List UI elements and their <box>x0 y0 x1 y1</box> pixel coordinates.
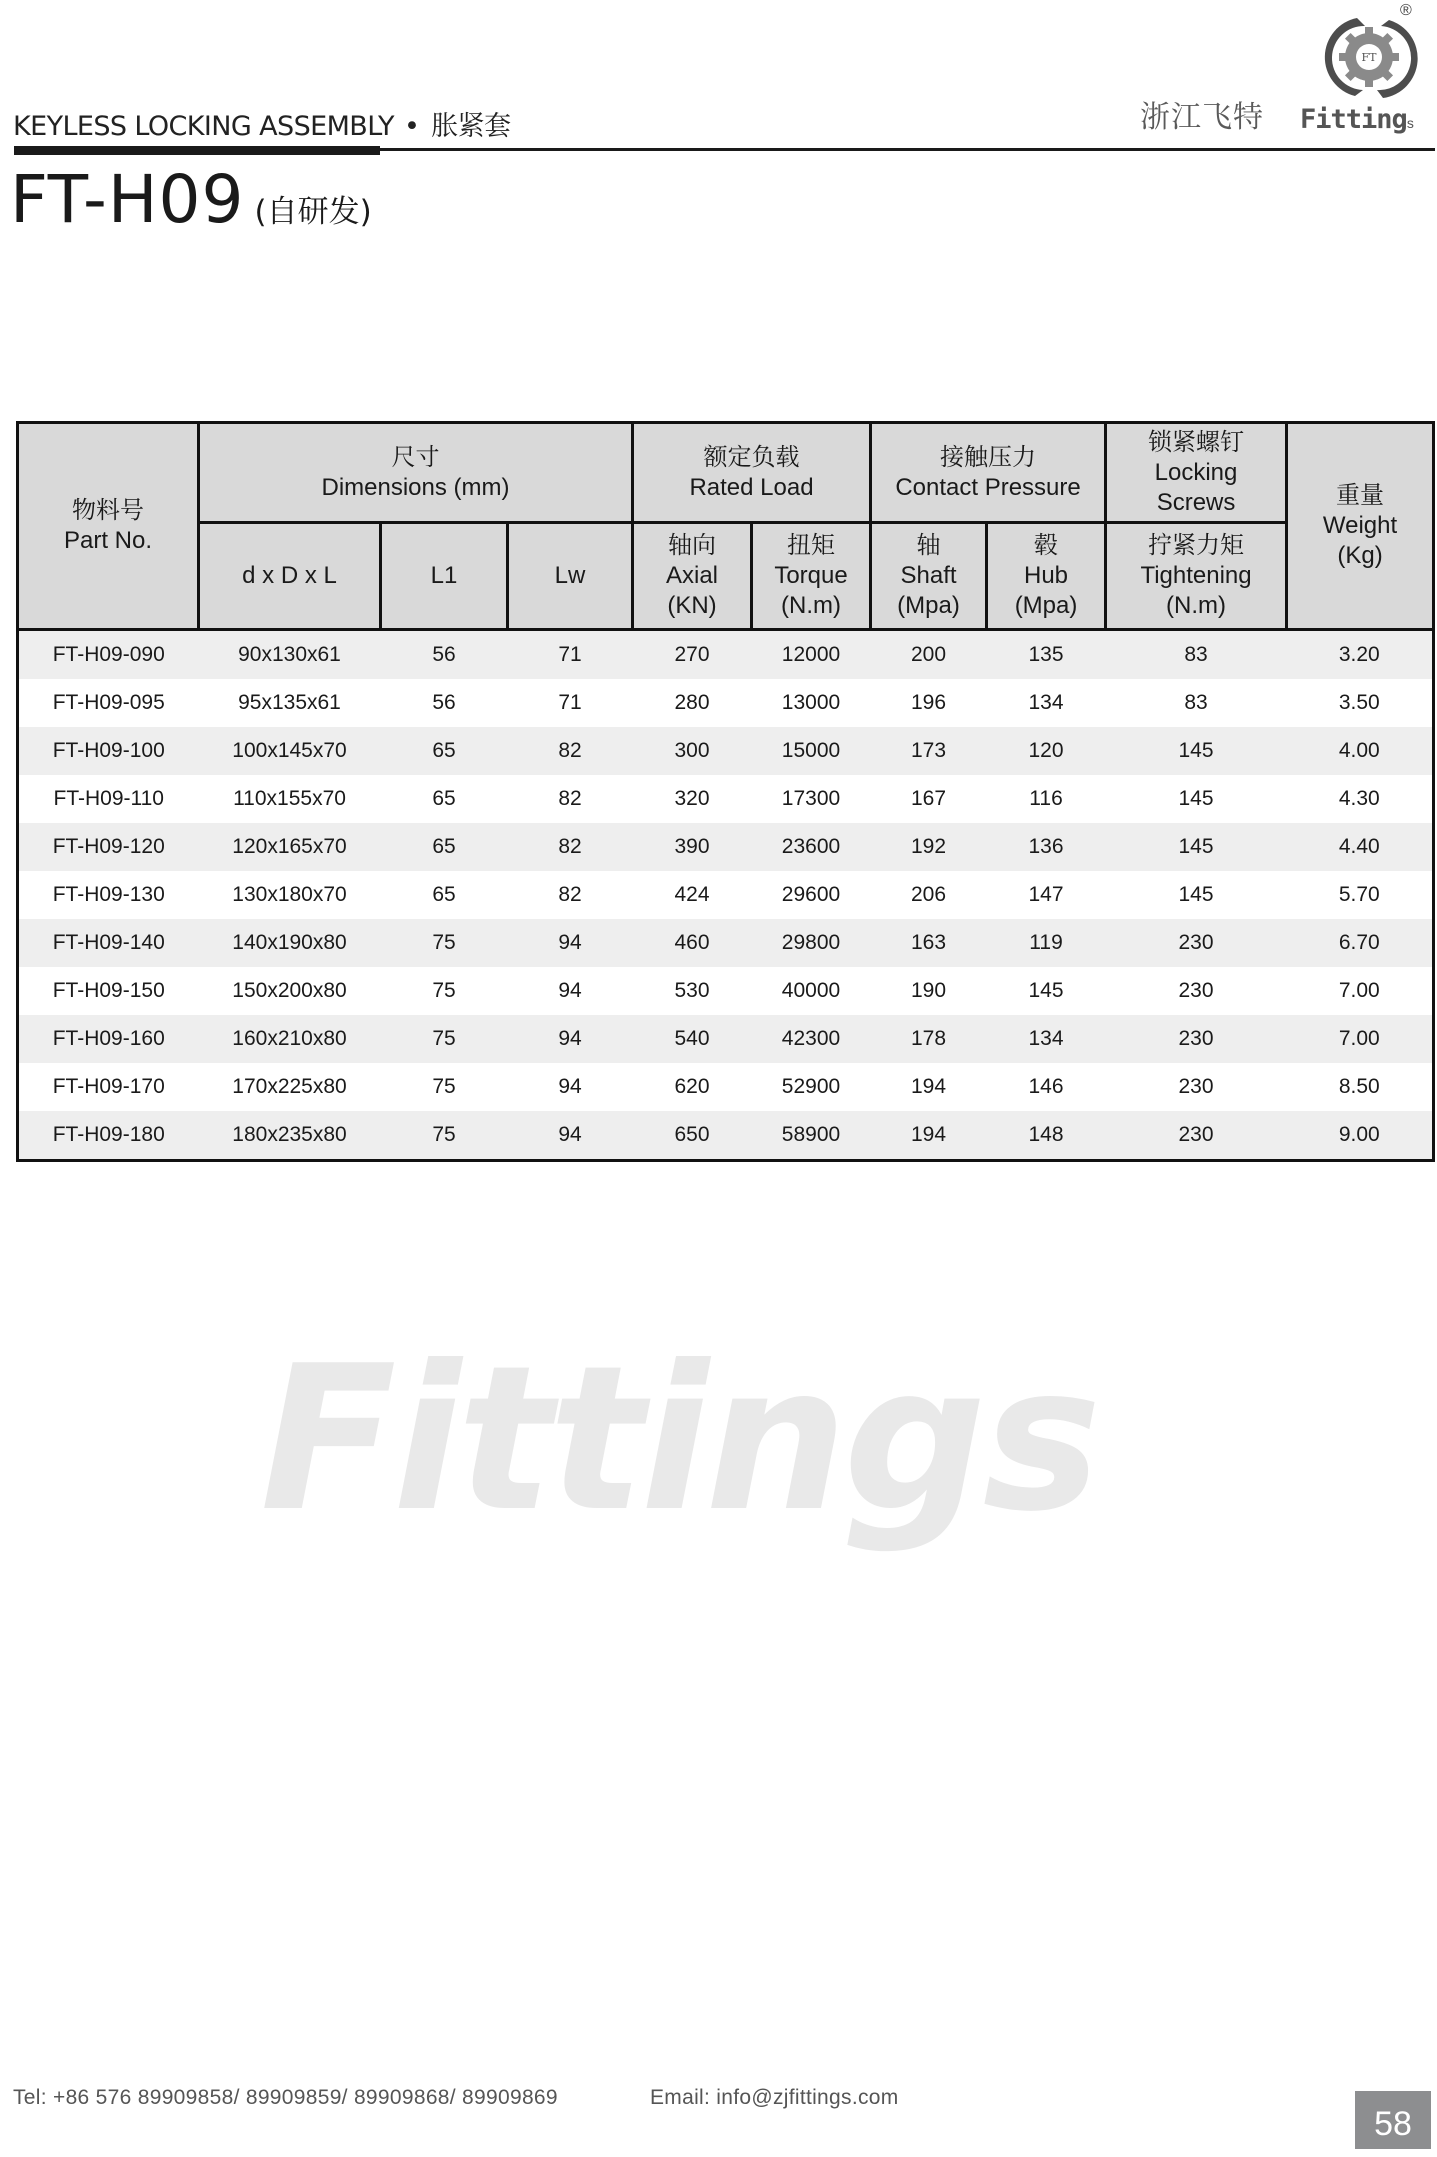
cell-lw: 94 <box>508 919 633 967</box>
cell-tightening-torque: 83 <box>1106 630 1287 680</box>
header-weight-cn: 重量 <box>1336 482 1385 509</box>
cell-weight: 9.00 <box>1287 1111 1434 1161</box>
cell-axial-load: 270 <box>633 630 752 680</box>
cell-l1: 75 <box>381 919 508 967</box>
cell-dimensions: 95x135x61 <box>199 679 381 727</box>
cell-axial-load: 424 <box>633 871 752 919</box>
header-tightening-en: Tightening <box>1140 562 1252 589</box>
header-locking-screws <box>1106 423 1287 523</box>
header-torque-cn: 扭矩 <box>787 532 835 559</box>
cell-hub-pressure: 136 <box>987 823 1106 871</box>
cell-hub-pressure: 134 <box>987 1015 1106 1063</box>
header-locking-screws-en1: Locking <box>1154 458 1238 486</box>
cell-axial-load: 280 <box>633 679 752 727</box>
header-lw: Lw <box>508 523 633 630</box>
header-axial-unit: (KN) <box>667 592 717 619</box>
cell-dimensions: 90x130x61 <box>199 630 381 680</box>
company-name-cn: 浙江飞特 <box>1140 101 1264 134</box>
table-row <box>18 727 1434 775</box>
header-part-no-en: Part No. <box>63 527 153 554</box>
table-row <box>18 1015 1434 1063</box>
header-contact-pressure-en: Contact Pressure <box>895 473 1081 501</box>
cell-l1: 75 <box>381 1015 508 1063</box>
table-row <box>18 1063 1434 1111</box>
cell-l1: 56 <box>381 630 508 680</box>
header-rule-thick <box>14 146 380 155</box>
cell-tightening-torque: 145 <box>1106 871 1287 919</box>
header-torque <box>752 523 871 630</box>
cell-l1: 75 <box>381 967 508 1015</box>
gear-swirl-logo-icon <box>1305 4 1437 104</box>
cell-weight: 4.00 <box>1287 727 1434 775</box>
header-dxdxl: d x D x L <box>199 523 381 630</box>
header-shaft-en: Shaft <box>900 562 957 589</box>
table-row <box>18 919 1434 967</box>
cell-part-no: FT-H09-180 <box>18 1111 199 1161</box>
logo-badge-text: FT <box>1361 51 1377 64</box>
spec-table-body <box>18 630 1434 1161</box>
cell-torque: 12000 <box>752 630 871 680</box>
cell-shaft-pressure: 194 <box>871 1063 987 1111</box>
table-row <box>18 823 1434 871</box>
header-axial <box>633 523 752 630</box>
header-rated-load-cn: 额定负载 <box>703 443 800 471</box>
cell-shaft-pressure: 194 <box>871 1111 987 1161</box>
cell-l1: 56 <box>381 679 508 727</box>
cell-tightening-torque: 83 <box>1106 679 1287 727</box>
cell-part-no: FT-H09-120 <box>18 823 199 871</box>
cell-axial-load: 300 <box>633 727 752 775</box>
header-hub-en: Hub <box>1024 562 1069 589</box>
cell-part-no: FT-H09-130 <box>18 871 199 919</box>
cell-dimensions: 100x145x70 <box>199 727 381 775</box>
wordmark-g: g <box>1391 104 1407 135</box>
cell-hub-pressure: 120 <box>987 727 1106 775</box>
cell-axial-load: 460 <box>633 919 752 967</box>
header-part-no-cn: 物料号 <box>72 497 144 524</box>
cell-torque: 52900 <box>752 1063 871 1111</box>
table-row <box>18 775 1434 823</box>
cell-shaft-pressure: 190 <box>871 967 987 1015</box>
header-tightening-cn: 拧紧力矩 <box>1148 532 1245 559</box>
cell-lw: 82 <box>508 871 633 919</box>
cell-torque: 40000 <box>752 967 871 1015</box>
cell-torque: 23600 <box>752 823 871 871</box>
header-dimensions <box>199 423 633 523</box>
cell-shaft-pressure: 206 <box>871 871 987 919</box>
section-title-cn: 胀紧套 <box>431 111 511 142</box>
cell-part-no: FT-H09-170 <box>18 1063 199 1111</box>
spec-table <box>16 421 1435 1162</box>
cell-lw: 82 <box>508 775 633 823</box>
header-locking-screws-en2: Screws <box>1156 488 1236 516</box>
cell-part-no: FT-H09-150 <box>18 967 199 1015</box>
header-shaft-unit: (Mpa) <box>897 592 960 619</box>
cell-lw: 82 <box>508 727 633 775</box>
cell-part-no: FT-H09-110 <box>18 775 199 823</box>
cell-weight: 4.40 <box>1287 823 1434 871</box>
cell-shaft-pressure: 192 <box>871 823 987 871</box>
cell-hub-pressure: 145 <box>987 967 1106 1015</box>
table-row <box>18 679 1434 727</box>
cell-hub-pressure: 116 <box>987 775 1106 823</box>
registered-mark: ® <box>1400 2 1412 19</box>
cell-torque: 58900 <box>752 1111 871 1161</box>
cell-tightening-torque: 230 <box>1106 967 1287 1015</box>
header-weight <box>1287 423 1434 630</box>
cell-torque: 29800 <box>752 919 871 967</box>
cell-tightening-torque: 230 <box>1106 1111 1287 1161</box>
section-label <box>13 104 510 143</box>
cell-lw: 71 <box>508 679 633 727</box>
cell-dimensions: 170x225x80 <box>199 1063 381 1111</box>
header-axial-cn: 轴向 <box>668 532 716 559</box>
cell-tightening-torque: 145 <box>1106 823 1287 871</box>
model-note: (自研发) <box>254 194 372 230</box>
footer-tel: Tel: +86 576 89909858/ 89909859/ 89909868/ 89909869 <box>13 2086 558 2109</box>
cell-lw: 71 <box>508 630 633 680</box>
cell-dimensions: 160x210x80 <box>199 1015 381 1063</box>
cell-weight: 4.30 <box>1287 775 1434 823</box>
header-rated-load-en: Rated Load <box>689 473 814 501</box>
cell-axial-load: 320 <box>633 775 752 823</box>
cell-hub-pressure: 146 <box>987 1063 1106 1111</box>
cell-weight: 3.20 <box>1287 630 1434 680</box>
header-part-no <box>18 423 199 630</box>
header-axial-en: Axial <box>665 562 719 589</box>
header-l1: L1 <box>381 523 508 630</box>
cell-l1: 65 <box>381 871 508 919</box>
cell-torque: 29600 <box>752 871 871 919</box>
cell-part-no: FT-H09-140 <box>18 919 199 967</box>
header-rated-load <box>633 423 871 523</box>
page-title <box>10 160 372 252</box>
cell-part-no: FT-H09-095 <box>18 679 199 727</box>
cell-shaft-pressure: 163 <box>871 919 987 967</box>
cell-weight: 7.00 <box>1287 1015 1434 1063</box>
cell-axial-load: 540 <box>633 1015 752 1063</box>
cell-lw: 94 <box>508 1063 633 1111</box>
cell-shaft-pressure: 178 <box>871 1015 987 1063</box>
cell-dimensions: 140x190x80 <box>199 919 381 967</box>
cell-axial-load: 620 <box>633 1063 752 1111</box>
cell-lw: 94 <box>508 1111 633 1161</box>
cell-dimensions: 120x165x70 <box>199 823 381 871</box>
cell-axial-load: 530 <box>633 967 752 1015</box>
cell-lw: 94 <box>508 967 633 1015</box>
header-contact-pressure <box>871 423 1106 523</box>
header-weight-en: Weight <box>1322 512 1398 539</box>
cell-dimensions: 180x235x80 <box>199 1111 381 1161</box>
header-contact-pressure-cn: 接触压力 <box>940 443 1037 471</box>
wordmark-main: Fittin <box>1300 104 1392 135</box>
header-hub <box>987 523 1106 630</box>
cell-shaft-pressure: 200 <box>871 630 987 680</box>
header-shaft <box>871 523 987 630</box>
cell-hub-pressure: 135 <box>987 630 1106 680</box>
model-name: FT-H09 <box>10 161 245 238</box>
brand-wordmark <box>1300 104 1413 139</box>
cell-hub-pressure: 148 <box>987 1111 1106 1161</box>
cell-l1: 75 <box>381 1111 508 1161</box>
cell-l1: 65 <box>381 823 508 871</box>
table-row <box>18 1111 1434 1161</box>
cell-tightening-torque: 230 <box>1106 1063 1287 1111</box>
header-weight-unit: (Kg) <box>1337 542 1383 569</box>
cell-tightening-torque: 145 <box>1106 727 1287 775</box>
header-dimensions-en: Dimensions (mm) <box>321 473 510 501</box>
cell-lw: 94 <box>508 1015 633 1063</box>
header-hub-cn: 毂 <box>1034 532 1059 559</box>
cell-weight: 8.50 <box>1287 1063 1434 1111</box>
cell-shaft-pressure: 196 <box>871 679 987 727</box>
page-number: 58 <box>1355 2091 1431 2149</box>
cell-weight: 5.70 <box>1287 871 1434 919</box>
spec-table-wrapper <box>16 421 1432 1162</box>
cell-hub-pressure: 147 <box>987 871 1106 919</box>
cell-weight: 6.70 <box>1287 919 1434 967</box>
cell-weight: 3.50 <box>1287 679 1434 727</box>
cell-hub-pressure: 119 <box>987 919 1106 967</box>
table-row <box>18 871 1434 919</box>
table-row <box>18 630 1434 680</box>
header-tightening-unit: (N.m) <box>1166 592 1227 619</box>
cell-shaft-pressure: 173 <box>871 727 987 775</box>
header-hub-unit: (Mpa) <box>1014 592 1078 619</box>
cell-torque: 17300 <box>752 775 871 823</box>
cell-dimensions: 130x180x70 <box>199 871 381 919</box>
table-row <box>18 967 1434 1015</box>
cell-weight: 7.00 <box>1287 967 1434 1015</box>
header-locking-screws-cn: 锁紧螺钉 <box>1148 428 1245 456</box>
cell-torque: 13000 <box>752 679 871 727</box>
cell-l1: 75 <box>381 1063 508 1111</box>
cell-tightening-torque: 230 <box>1106 1015 1287 1063</box>
cell-tightening-torque: 145 <box>1106 775 1287 823</box>
header-tightening <box>1106 523 1287 630</box>
cell-tightening-torque: 230 <box>1106 919 1287 967</box>
cell-dimensions: 150x200x80 <box>199 967 381 1015</box>
watermark: Fittings <box>260 1323 1098 1556</box>
header-dimensions-cn: 尺寸 <box>391 443 440 471</box>
cell-part-no: FT-H09-160 <box>18 1015 199 1063</box>
cell-axial-load: 650 <box>633 1111 752 1161</box>
separator-dot: • <box>403 111 420 142</box>
cell-part-no: FT-H09-090 <box>18 630 199 680</box>
cell-axial-load: 390 <box>633 823 752 871</box>
header-rule-thin <box>380 148 1435 151</box>
cell-torque: 42300 <box>752 1015 871 1063</box>
cell-shaft-pressure: 167 <box>871 775 987 823</box>
header-shaft-cn: 轴 <box>916 532 941 559</box>
footer-email: Email: info@zjfittings.com <box>650 2086 899 2109</box>
section-title-en: KEYLESS LOCKING ASSEMBLY <box>13 111 394 142</box>
cell-hub-pressure: 134 <box>987 679 1106 727</box>
cell-l1: 65 <box>381 775 508 823</box>
cell-l1: 65 <box>381 727 508 775</box>
cell-lw: 82 <box>508 823 633 871</box>
header-torque-unit: (N.m) <box>781 592 841 619</box>
wordmark-s: s <box>1406 115 1413 131</box>
cell-torque: 15000 <box>752 727 871 775</box>
header-torque-en: Torque <box>774 562 848 589</box>
cell-part-no: FT-H09-100 <box>18 727 199 775</box>
cell-dimensions: 110x155x70 <box>199 775 381 823</box>
